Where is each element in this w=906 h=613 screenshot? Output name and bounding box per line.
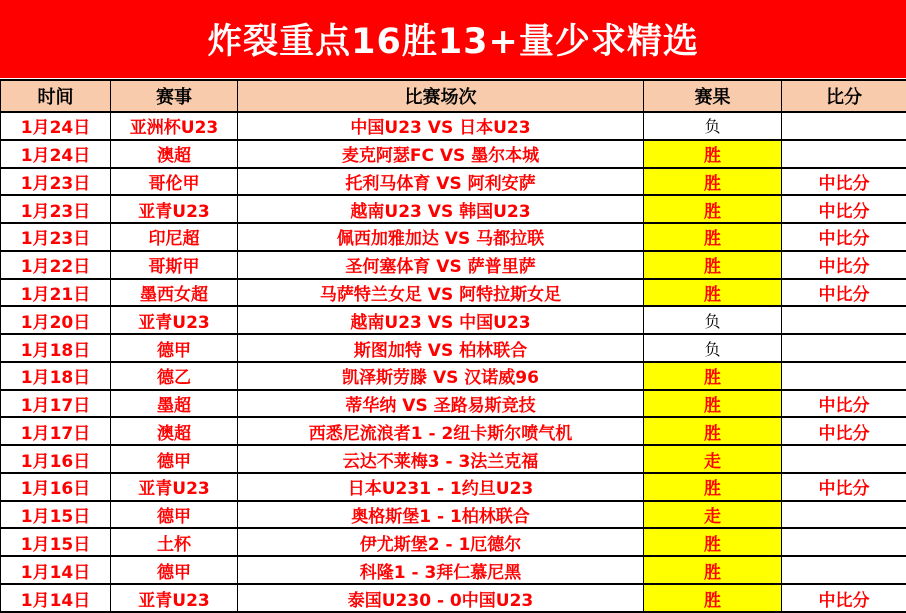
score-cell: 中比分 (782, 390, 906, 418)
date-cell: 1月15日 (1, 528, 111, 556)
score-cell (782, 140, 906, 168)
league-cell: 土杯 (111, 528, 238, 556)
match-cell: 斯图加特 VS 柏林联合 (238, 334, 644, 362)
date-cell: 1月24日 (1, 112, 111, 140)
table-row (1, 168, 906, 196)
score-cell (782, 445, 906, 473)
score-cell (782, 334, 906, 362)
score-cell (782, 556, 906, 584)
date-cell: 1月14日 (1, 556, 111, 584)
header-row (1, 80, 906, 112)
score-cell (782, 362, 906, 390)
match-cell: 中国U23 VS 日本U23 (238, 112, 644, 140)
league-cell: 亚青U23 (111, 306, 238, 334)
score-cell (782, 112, 906, 140)
result-cell: 胜 (644, 390, 782, 418)
table-header (1, 80, 906, 112)
match-cell: 蒂华纳 VS 圣路易斯竞技 (238, 390, 644, 418)
date-cell: 1月20日 (1, 306, 111, 334)
header-score: 比分 (782, 80, 906, 112)
result-cell: 走 (644, 445, 782, 473)
match-cell: 西悉尼流浪者1 - 2纽卡斯尔喷气机 (238, 417, 644, 445)
result-cell: 负 (644, 334, 782, 362)
league-cell: 德甲 (111, 501, 238, 529)
date-cell: 1月17日 (1, 390, 111, 418)
date-cell: 1月17日 (1, 417, 111, 445)
date-cell: 1月16日 (1, 445, 111, 473)
date-cell: 1月18日 (1, 362, 111, 390)
table-row (1, 501, 906, 529)
match-cell: 佩西加雅加达 VS 马都拉联 (238, 223, 644, 251)
match-cell: 越南U23 VS 中国U23 (238, 306, 644, 334)
league-cell: 亚青U23 (111, 584, 238, 612)
date-cell: 1月24日 (1, 140, 111, 168)
page-title: 炸裂重点16胜13+量少求精选 (207, 22, 699, 62)
table-row (1, 195, 906, 223)
score-cell: 中比分 (782, 584, 906, 612)
table-row (1, 306, 906, 334)
header-match: 比赛场次 (238, 80, 644, 112)
result-cell: 胜 (644, 417, 782, 445)
league-cell: 澳超 (111, 417, 238, 445)
date-cell: 1月15日 (1, 501, 111, 529)
table-row (1, 112, 906, 140)
score-cell: 中比分 (782, 417, 906, 445)
date-cell: 1月23日 (1, 195, 111, 223)
match-cell: 科隆1 - 3拜仁慕尼黑 (238, 556, 644, 584)
match-cell: 泰国U230 - 0中国U23 (238, 584, 644, 612)
table-row (1, 417, 906, 445)
table-row (1, 390, 906, 418)
league-cell: 亚洲杯U23 (111, 112, 238, 140)
league-cell: 德乙 (111, 362, 238, 390)
match-cell: 云达不莱梅3 - 3法兰克福 (238, 445, 644, 473)
league-cell: 德甲 (111, 556, 238, 584)
header-result: 赛果 (644, 80, 782, 112)
score-cell (782, 528, 906, 556)
date-cell: 1月14日 (1, 584, 111, 612)
league-cell: 哥伦甲 (111, 168, 238, 196)
date-cell: 1月22日 (1, 251, 111, 279)
table-row (1, 362, 906, 390)
match-cell: 日本U231 - 1约旦U23 (238, 473, 644, 501)
table-row (1, 279, 906, 307)
result-cell: 胜 (644, 584, 782, 612)
league-cell: 德甲 (111, 334, 238, 362)
score-cell: 中比分 (782, 473, 906, 501)
league-cell: 德甲 (111, 445, 238, 473)
score-cell: 中比分 (782, 279, 906, 307)
score-cell (782, 306, 906, 334)
result-cell: 胜 (644, 362, 782, 390)
table-row (1, 473, 906, 501)
league-cell: 亚青U23 (111, 473, 238, 501)
match-cell: 越南U23 VS 韩国U23 (238, 195, 644, 223)
score-cell: 中比分 (782, 195, 906, 223)
table-row (1, 223, 906, 251)
result-cell: 胜 (644, 473, 782, 501)
match-cell: 麦克阿瑟FC VS 墨尔本城 (238, 140, 644, 168)
table-body (1, 112, 906, 612)
result-cell: 负 (644, 112, 782, 140)
match-cell: 马萨特兰女足 VS 阿特拉斯女足 (238, 279, 644, 307)
match-cell: 凯泽斯劳滕 VS 汉诺威96 (238, 362, 644, 390)
table-row (1, 584, 906, 612)
result-cell: 胜 (644, 556, 782, 584)
date-cell: 1月23日 (1, 168, 111, 196)
table-row (1, 334, 906, 362)
match-cell: 托利马体育 VS 阿利安萨 (238, 168, 644, 196)
results-table (0, 79, 906, 613)
league-cell: 亚青U23 (111, 195, 238, 223)
league-cell: 哥斯甲 (111, 251, 238, 279)
score-cell: 中比分 (782, 223, 906, 251)
result-cell: 胜 (644, 251, 782, 279)
table-row (1, 556, 906, 584)
result-cell: 胜 (644, 528, 782, 556)
result-cell: 胜 (644, 195, 782, 223)
date-cell: 1月21日 (1, 279, 111, 307)
result-cell: 胜 (644, 279, 782, 307)
date-cell: 1月18日 (1, 334, 111, 362)
match-cell: 伊尤斯堡2 - 1厄德尔 (238, 528, 644, 556)
score-cell: 中比分 (782, 251, 906, 279)
table-row (1, 251, 906, 279)
header-league: 赛事 (111, 80, 238, 112)
date-cell: 1月23日 (1, 223, 111, 251)
table-row (1, 528, 906, 556)
match-cell: 圣何塞体育 VS 萨普里萨 (238, 251, 644, 279)
league-cell: 墨西女超 (111, 279, 238, 307)
header-time: 时间 (1, 80, 111, 112)
result-cell: 走 (644, 501, 782, 529)
league-cell: 印尼超 (111, 223, 238, 251)
result-cell: 负 (644, 306, 782, 334)
date-cell: 1月16日 (1, 473, 111, 501)
score-cell (782, 501, 906, 529)
table-row (1, 140, 906, 168)
table-row (1, 445, 906, 473)
league-cell: 澳超 (111, 140, 238, 168)
result-cell: 胜 (644, 168, 782, 196)
result-cell: 胜 (644, 140, 782, 168)
title-banner (0, 0, 906, 78)
match-cell: 奥格斯堡1 - 1柏林联合 (238, 501, 644, 529)
league-cell: 墨超 (111, 390, 238, 418)
result-cell: 胜 (644, 223, 782, 251)
score-cell: 中比分 (782, 168, 906, 196)
